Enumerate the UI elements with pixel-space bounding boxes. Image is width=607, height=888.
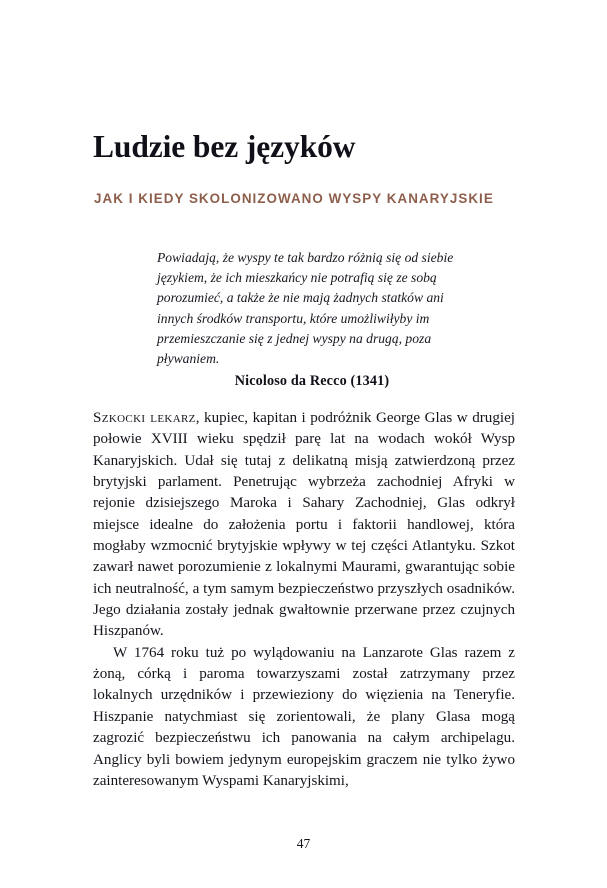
page-number: 47 <box>296 836 311 851</box>
body-text <box>93 408 515 792</box>
paragraph-second: W 1764 roku tuż po wylądowaniu na Lanzarote Glas razem z żoną, córką i paroma towarzyszami został zatrzymany przez lokalnych urzędników i przewieziony do więzienia na Teneryfie. Hiszpanie natychmiast się zorientowali, że plany Glasa mogą zagrozić bezpieczeństwu ich panowania na całym archipelagu. Anglicy byli bowiem jedynym europejskim graczem nie tylko żywo zainteresowanym Wyspami Kanaryjskimi, <box>93 644 515 789</box>
paragraph-first-rest: , kupiec, kapitan i podróżnik George Glas w drugiej połowie XVIII wieku spędził parę lat na wodach wokół Wysp Kanaryjskich. Udał się tutaj z delikatną misją zatwierdzoną przez brytyjski parlament. Penetrując wybrzeża zachodniej Afryki w rejonie dzisiejszego Maroka i Sahary Zachodniej, Glas odkrył miejsce idealne do założenia portu i faktorii handlowej, która mogłaby wzmocnić brytyjskie wpływy w tej części Atlantyku. Szkot zawarł nawet porozumienie z lokalnymi Maurami, gwarantując sobie ich neutralność, a tym samym bezpieczeństwo przyszłych osadników. Jego działania zostały jednak gwałtownie przerwane przez czujnych Hiszpanów. <box>93 410 515 640</box>
chapter-title: Ludzie bez języków <box>93 129 356 164</box>
paragraph-first <box>93 408 515 643</box>
chapter-subtitle: JAK I KIEDY SKOLONIZOWANO WYSPY KANARYJSKIE <box>94 191 494 206</box>
epigraph-attribution: Nicoloso da Recco (1341) <box>234 373 390 389</box>
epigraph-quote: Powiadają, że wyspy te tak bardzo różnią się od siebie językiem, że ich mieszkańcy nie potrafią się ze sobą porozumieć, a także że nie mają żadnych statków ani innych środków transportu, które umożliwiłyby im przemieszczanie się z jednej wyspy na drugą, poza pływaniem. <box>157 250 454 367</box>
epigraph-block <box>157 248 467 389</box>
opening-small-caps: Szkocki lekarz <box>93 410 196 426</box>
